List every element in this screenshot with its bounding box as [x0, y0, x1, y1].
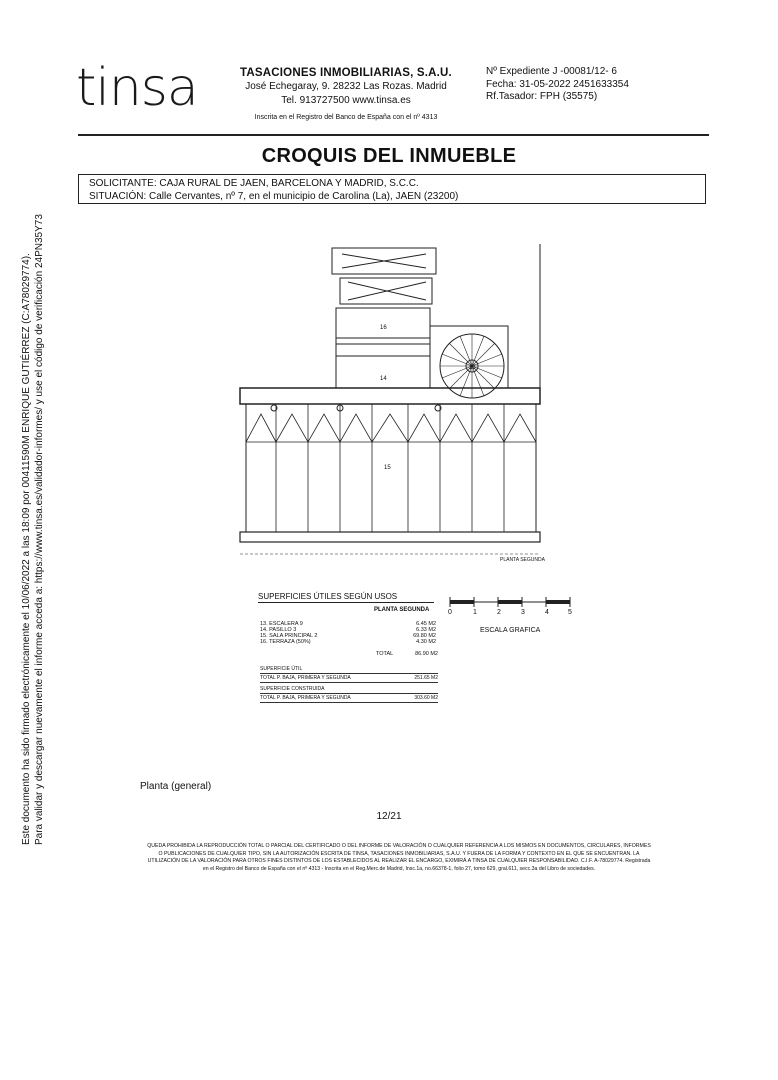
table-row [260, 639, 436, 645]
room-label-16: 16 [380, 325, 387, 331]
scale-bar [446, 594, 576, 608]
util-row [260, 675, 438, 683]
floor-plan-drawing [232, 238, 552, 563]
company-registry: Inscrita en el Registro del Banco de España con el nº 4313 [254, 114, 438, 121]
room-label-14: 14 [380, 376, 387, 382]
scale-tick: 4 [545, 609, 549, 616]
info-box [78, 174, 706, 204]
scale-label: ESCALA GRAFICA [480, 627, 541, 634]
row-value: 6.33 M2 [416, 627, 436, 633]
room-label-13: 13 [469, 365, 476, 371]
surfaces-heading: SUPERFICIES ÚTILES SEGÚN USOS [258, 592, 434, 603]
row-label: 15. SALA PRINCIPAL 2 [260, 633, 318, 639]
row-label: 16. TERRAZA (50%) [260, 639, 311, 645]
expediente-number: Nº Expediente J -00081/12- 6 [486, 66, 617, 77]
footer-line: UTILIZACIÓN DE LA VALORACIÓN PARA OTROS FINES DISTINTOS DE LOS ESTABLECIDOS AL REALIZAR EL ENCARGO, EXIMIRÁ A TINSA DE CUALQUIER RESPONSABILIDAD. C.I.F. A-78029774. Registrada [147, 858, 651, 864]
company-block [236, 66, 456, 125]
page-title: CROQUIS DEL INMUEBLE [261, 145, 517, 167]
total-value: 86.90 M2 [415, 651, 438, 657]
footer-line: en el Registro del Banco de España con el nº 4313 - Inscrita en el Reg.Merc.de Madrid, Insc.1a, no.66378-1, folio 27, tomo 629, gral.611, secc.3a del Libro de sociedades. [202, 865, 596, 872]
footer-line: QUEDA PROHIBIDA LA REPRODUCCIÓN TOTAL O PARCIAL DEL CERTIFICADO O DEL INFORME DE VALORACIÓN O CUALQUIER REFERENCIA A LOS MISMOS EN DOCUMENTOS, CIRCULARES, INFORMES [147, 843, 651, 849]
total-label: TOTAL [376, 651, 394, 657]
scale-tick: 0 [448, 609, 452, 616]
util-value: 251.65 M2 [414, 675, 438, 681]
const-row [260, 695, 438, 703]
plan-floor-label: PLANTA SEGUNDA [500, 557, 545, 563]
surfaces-floor: PLANTA SEGUNDA [374, 607, 430, 613]
legal-footer [84, 843, 714, 873]
scale-tick: 1 [473, 609, 477, 616]
header-divider [78, 134, 709, 136]
company-phone-web: Tel. 913727500 www.tinsa.es [281, 95, 411, 106]
const-label: TOTAL P. BAJA, PRIMERA Y SEGUNDA [260, 695, 351, 701]
signature-sidebar [20, 215, 46, 845]
const-value: 303.60 M2 [414, 695, 438, 701]
util-heading: SUPERFICIE ÚTIL [260, 666, 438, 674]
row-value: 69.80 M2 [413, 633, 436, 639]
const-heading: SUPERFICIE CONSTRUIDA [260, 686, 438, 694]
scale-tick: 2 [497, 609, 501, 616]
situacion-line: SITUACIÓN: Calle Cervantes, nº 7, en el municipio de Carolina (La), JAEN (23200) [89, 190, 459, 202]
page-number: 12/21 [376, 811, 402, 822]
plan-caption: Planta (general) [140, 781, 212, 792]
tasador-ref: Rf.Tasador: FPH (35575) [486, 91, 598, 102]
footer-line: O PUBLICACIONES DE CUALQUIER TIPO, SIN LA AUTORIZACIÓN ESCRITA DE TINSA, TASACIONES INMOBILIARIAS, S.A.U. Y FUERA DE LA FORMA Y CONTEXTO EN EL QUE SE ENCUENTRAN. LA [158, 850, 640, 857]
scale-tick: 5 [568, 609, 572, 616]
room-label-15: 15 [384, 465, 391, 471]
signature-line: Este documento ha sido firmado electrónicamente el 10/06/2022 a las 18:09 por 00411590M ENRIQUE GUTIÉRREZ (C:A78029774). [21, 253, 32, 845]
solicitante-line: SOLICITANTE: CAJA RURAL DE JAEN, BARCELONA Y MADRID, S.C.C. [89, 178, 419, 189]
row-value: 4.30 M2 [416, 639, 436, 645]
verification-line: Para validar y descargar nuevamente el informe acceda a: https://www.tinsa.es/validador-informes/ y use el código de verificación 24PN35Y73 [34, 214, 45, 845]
scale-tick: 3 [521, 609, 525, 616]
tinsa-logo: tinsa [76, 58, 198, 118]
company-name: TASACIONES INMOBILIARIAS, S.A.U. [240, 67, 452, 79]
row-label: 13. ESCALERA 9 [260, 621, 303, 627]
row-value: 6.45 M2 [416, 621, 436, 627]
row-label: 14. PASILLO 3 [260, 627, 297, 633]
company-address: José Echegaray, 9. 28232 Las Rozas. Madrid [245, 81, 447, 92]
expediente-block [486, 66, 629, 104]
util-label: TOTAL P. BAJA, PRIMERA Y SEGUNDA [260, 675, 351, 681]
expediente-date: Fecha: 31-05-2022 2451633354 [486, 78, 629, 90]
